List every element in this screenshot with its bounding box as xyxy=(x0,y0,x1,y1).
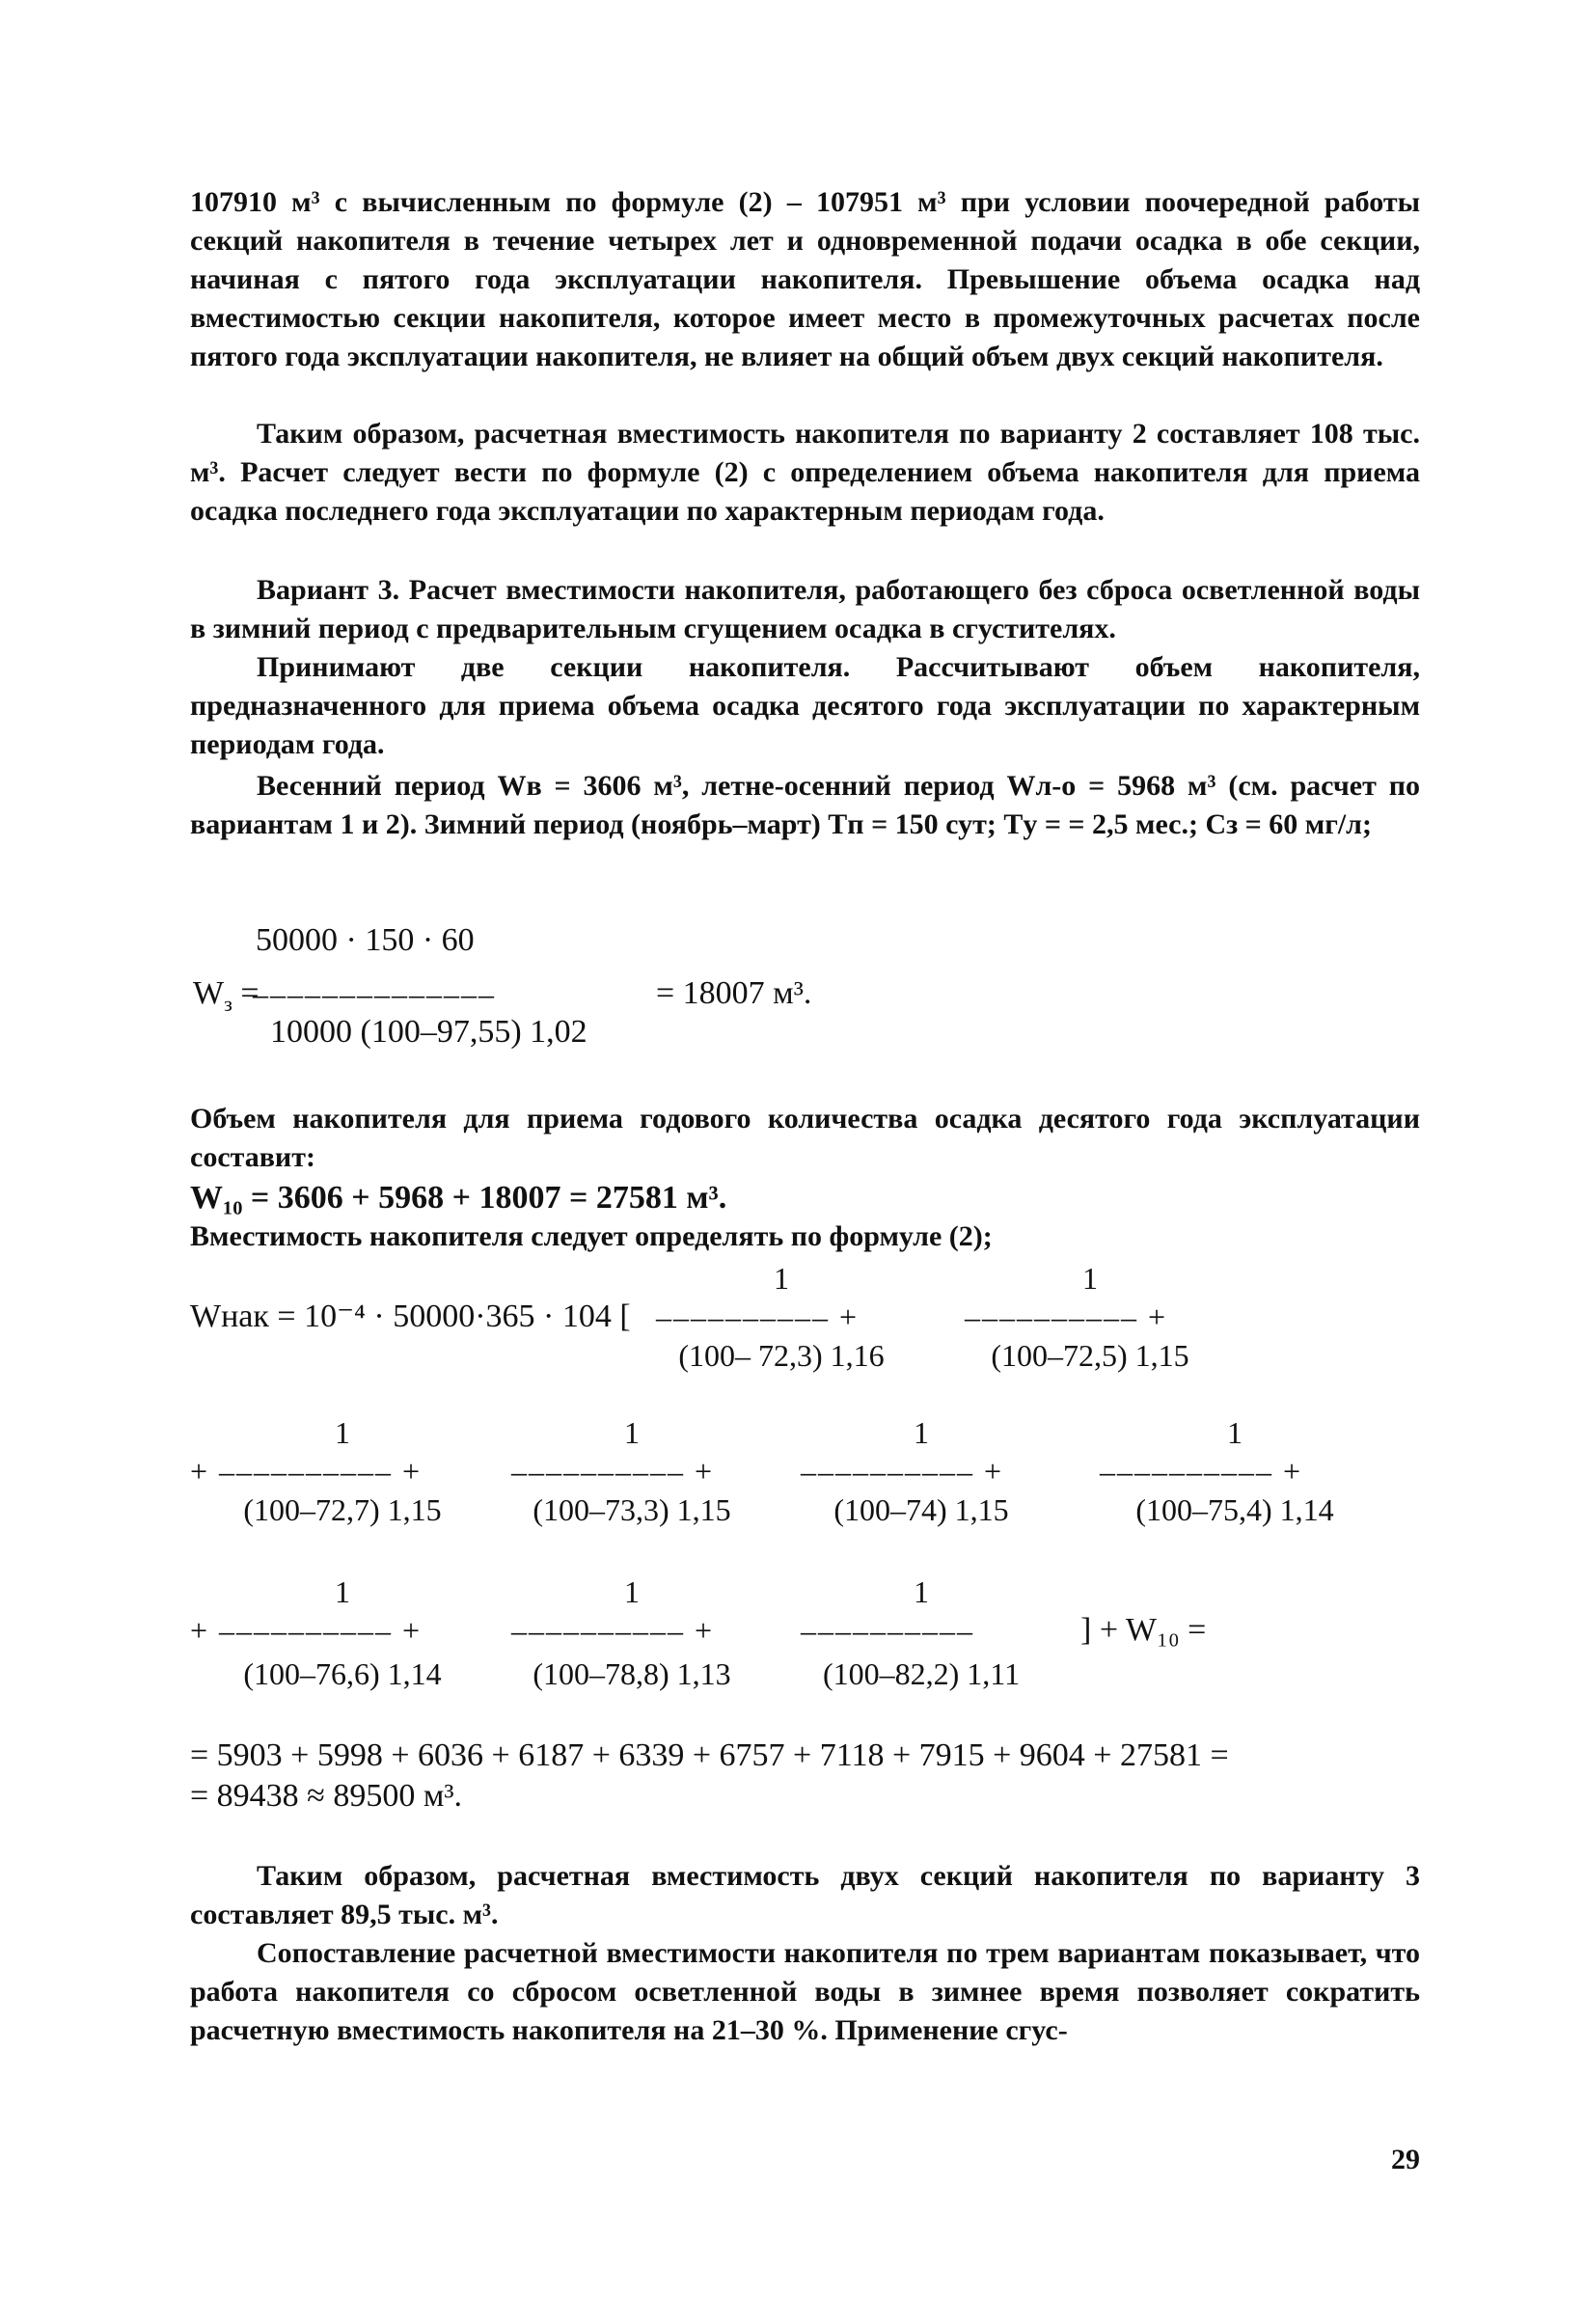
paragraph-4: Принимают две секции накопителя. Рассчитывают объем накопителя, предназначенного для приема объема осадка десятого года эксплуатации по характерным периодам года. xyxy=(190,651,1420,760)
wnak-fraction-bar-1: –––––––––– + xyxy=(656,1299,860,1334)
w3-numerator: 50000 · 150 · 60 xyxy=(256,922,475,958)
w3-result: = 18007 м³. xyxy=(656,975,812,1011)
wnak-term-3-numerator: 1 xyxy=(335,1415,350,1450)
paragraph-7: Вместимость накопителя следует определять по формуле (2); xyxy=(190,1220,993,1252)
wnak-term-2-numerator: 1 xyxy=(1082,1261,1098,1296)
result-line-2: = 89438 ≈ 89500 м³. xyxy=(190,1778,463,1814)
result-line-1: = 5903 + 5998 + 6036 + 6187 + 6339 + 6757 + 7118 + 7915 + 9604 + 27581 = xyxy=(190,1737,1229,1773)
paragraph-9: Сопоставление расчетной вместимости накопителя по трем вариантам показывает, что работа накопителя со сбросом осветленной воды в зимнее время позволяет сократить расчетную вместимость накопителя на 21–30 %. Применение сгус- xyxy=(190,1937,1420,2046)
wnak-fraction-bar-3: + –––––––––– + xyxy=(190,1454,423,1489)
wnak-term-7-numerator: 1 xyxy=(335,1574,350,1609)
wnak-fraction-bar-5: –––––––––– + xyxy=(801,1454,1004,1489)
wnak-fraction-bar-9: –––––––––– xyxy=(801,1613,974,1648)
wnak-term-8-numerator: 1 xyxy=(624,1574,640,1609)
page-number: 29 xyxy=(1391,2144,1420,2175)
w3-lhs: $W_з$ = xyxy=(193,975,259,1016)
w3-denominator: 10000 (100–97,55) 1,02 xyxy=(270,1014,587,1050)
formula-w10: W₁₀ = 3606 + 5968 + 18007 = 27581 м³. xyxy=(190,1180,727,1216)
paragraph-3-text: Расчет вместимости накопителя, работающего без сброса осветленной воды в зимний период с предварительным сгущением осадка в сгустителях. xyxy=(190,574,1420,644)
wnak-fraction-bar-7: + –––––––––– + xyxy=(190,1613,423,1648)
w3-fraction-bar: –––––––––––––– xyxy=(253,976,496,1011)
wnak-term-3: (100–72,7) 1,15 xyxy=(243,1492,442,1527)
wnak-tail: ] + W₁₀ = xyxy=(1080,1612,1207,1648)
wnak-term-6-numerator: 1 xyxy=(1227,1415,1243,1450)
wnak-term-5: (100–74) 1,15 xyxy=(833,1492,1009,1527)
paragraph-2: Таким образом, расчетная вместимость накопителя по варианту 2 составляет 108 тыс. м³. Расчет следует вести по формуле (2) с определением объема накопителя для приема осадка последнего года эксплуатации по характерным периодам года. xyxy=(190,418,1420,527)
paragraph-8: Таким образом, расчетная вместимость двух секций накопителя по варианту 3 составляет 89,5 тыс. м³. xyxy=(190,1860,1420,1930)
paragraph-5: Весенний период Wв = 3606 м³, летне-осенний период Wл-о = 5968 м³ (см. расчет по вариантам 1 и 2). Зимний период (ноябрь–март) Tп = 150 сут; Tу = = 2,5 мес.; Сз = 60 мг/л; xyxy=(190,770,1420,840)
wnak-term-8: (100–78,8) 1,13 xyxy=(533,1656,731,1691)
wnak-term-4-numerator: 1 xyxy=(624,1415,640,1450)
wnak-term-9-numerator: 1 xyxy=(914,1574,929,1609)
wnak-term-9: (100–82,2) 1,11 xyxy=(822,1656,1021,1691)
variant-label: Вариант 3. xyxy=(257,574,400,606)
wnak-fraction-bar-4: –––––––––– + xyxy=(511,1454,715,1489)
wnak-fraction-bar-2: –––––––––– + xyxy=(965,1299,1168,1334)
paragraph-1: 107910 м³ с вычисленным по формуле (2) – 107951 м³ при условии поочередной работы секций накопителя в течение четырех лет и одновременной подачи осадка в обе секции, начиная с пятого года эксплуатации накопителя. Превышение объема осадка над вместимостью секции накопителя, которое имеет место в промежуточных расчетах после пятого года эксплуатации накопителя, не влияет на общий объем двух секций накопителя. xyxy=(190,186,1420,372)
wnak-term-7: (100–76,6) 1,14 xyxy=(243,1656,442,1691)
paragraph-6: Объем накопителя для приема годового количества осадка десятого года эксплуатации составит: xyxy=(190,1103,1420,1173)
wnak-fraction-bar-6: –––––––––– + xyxy=(1100,1454,1303,1489)
paragraph-3 xyxy=(190,571,1420,648)
wnak-term-2: (100–72,5) 1,15 xyxy=(991,1338,1189,1373)
wnak-term-5-numerator: 1 xyxy=(914,1415,929,1450)
wnak-lhs: Wнак = 10⁻⁴ · 50000·365 · 104 [ xyxy=(190,1299,631,1334)
wnak-term-1: (100– 72,3) 1,16 xyxy=(678,1338,885,1373)
wnak-term-1-numerator: 1 xyxy=(774,1261,789,1296)
wnak-fraction-bar-8: –––––––––– + xyxy=(511,1613,715,1648)
wnak-term-4: (100–73,3) 1,15 xyxy=(533,1492,731,1527)
wnak-term-6: (100–75,4) 1,14 xyxy=(1135,1492,1334,1527)
